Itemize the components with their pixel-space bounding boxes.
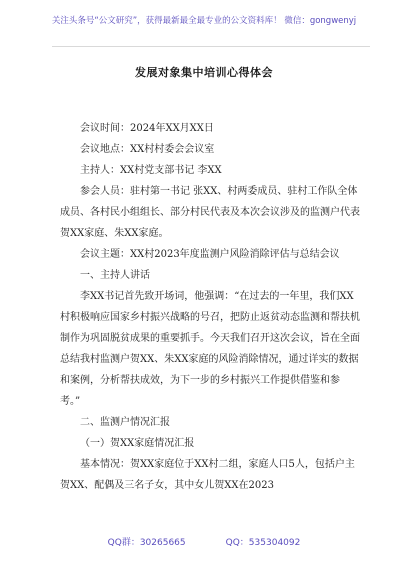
footer-contact: [0, 535, 408, 548]
section-heading-household-report: 二、监测户情况汇报: [80, 417, 170, 428]
host-speech-paragraph: 李XX书记首先致开场词，他强调：“在过去的一年里，我们XX村积极响应国家乡村振兴战略的号召，把防止返贫动态监测和帮扶机制作为巩固脱贫成果的重要抓手。今天我们召开这次会议，旨在全面总结我村监测户贺XX、朱XX家庭的风险消除情况，通过详实的数据和案例，分析帮扶成效，为下一步的乡村振兴工作提供借鉴和参考。”: [60, 291, 360, 407]
meeting-location: 会议地点：XX村村委会会议室: [80, 144, 215, 155]
meeting-topic: 会议主题：XX村2023年度监测户风险消除评估与总结会议: [80, 249, 340, 260]
document-body: [60, 118, 360, 496]
header-divider: [52, 46, 370, 47]
subsection-heading-he-family: （一）贺XX家庭情况汇报: [80, 438, 195, 449]
meeting-attendees: 参会人员：驻村第一书记 张XX、村两委成员、驻村工作队全体成员、各村民小组组长、部分村民代表及本次会议涉及的监测户代表贺XX家庭、朱XX家庭。: [60, 186, 360, 239]
section-heading-host-speech: 一、主持人讲话: [80, 270, 150, 281]
footer-qq-group: QQ群：30265665: [107, 538, 186, 548]
footer-qq-number: QQ：535304092: [225, 538, 301, 548]
meeting-host: 主持人：XX村党支部书记 李XX: [80, 165, 222, 176]
header-promo-note: 关注头条号“公文研究”，获得最新最全最专业的公文资料库！ 微信：gongwenyj: [51, 16, 357, 26]
document-title: 发展对象集中培训心得体会: [135, 66, 273, 79]
meeting-time: 会议时间：2024年XX月XX日: [80, 123, 214, 134]
he-family-basic-info: 基本情况：贺XX家庭位于XX村二组，家庭人口5人，包括户主贺XX、配偶及三名子女，其中女儿贺XX在2023: [60, 459, 355, 491]
